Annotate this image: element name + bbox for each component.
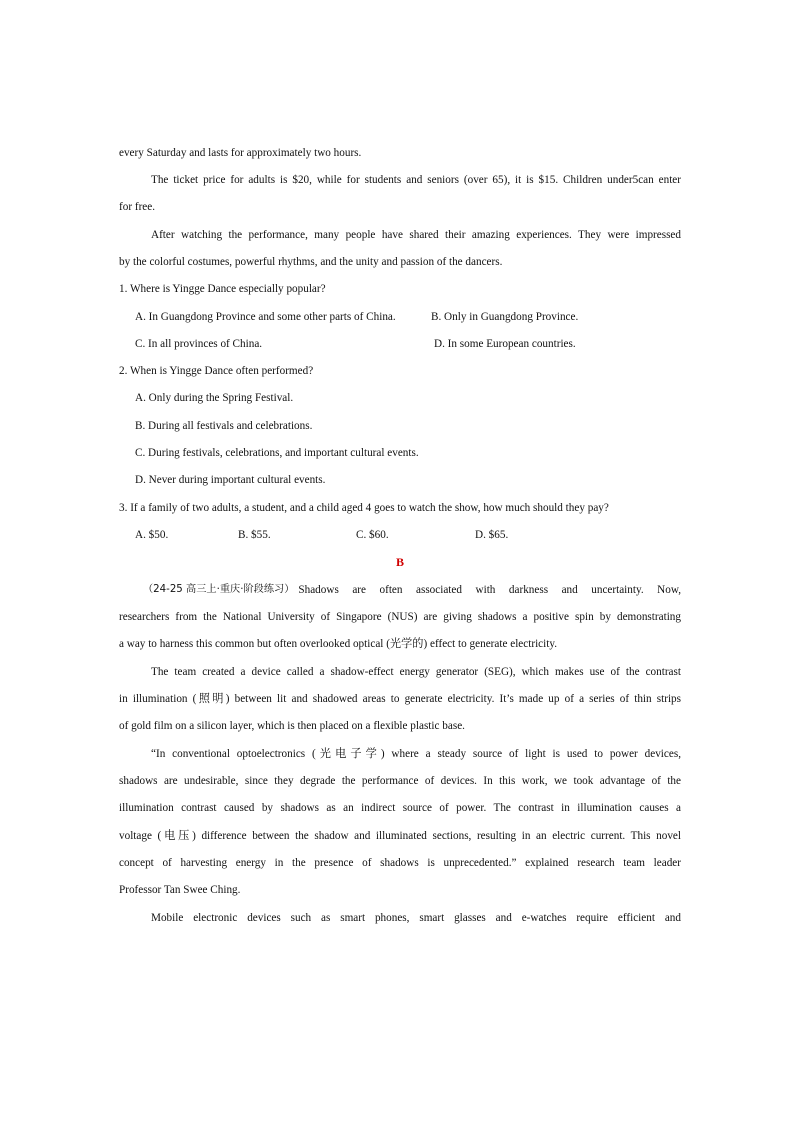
paragraph-line: Mobile electronic devices such as smart phones, smart glasses and e-watches require efficient and (151, 912, 681, 924)
paragraph-line (143, 583, 681, 597)
paragraph-line: concept of harvesting energy in the presence of shadows is unprecedented.” explained research team leader (119, 857, 681, 869)
paragraph-line: shadows are undesirable, since they degrade the performance of devices. In this work, we took advantage of the (119, 775, 681, 787)
paragraph-line: “In conventional optoelectronics (光电子学) where a steady source of light is used to power devices, (151, 748, 681, 760)
answer-option: D. $65. (475, 529, 509, 541)
answer-option: A. In Guangdong Province and some other parts of China. (135, 311, 396, 323)
source-tag: （24-25 高三上·重庆·阶段练习） (143, 584, 295, 595)
answer-option: C. During festivals, celebrations, and important cultural events. (135, 447, 419, 459)
paragraph-line: illumination contrast caused by shadows as an indirect source of power. The contrast in illumination causes a (119, 802, 681, 814)
answer-option: C. In all provinces of China. (135, 338, 263, 350)
section-label: B (395, 555, 404, 569)
paragraph-line: of gold film on a silicon layer, which is then placed on a flexible plastic base. (119, 720, 465, 732)
answer-option: A. $50. (135, 529, 169, 541)
question-stem: 1. Where is Yingge Dance especially popular? (119, 283, 326, 295)
paragraph-line: The ticket price for adults is $20, while for students and seniors (over 65), it is $15. Children under5can enter (151, 174, 681, 186)
paragraph-line: voltage (电压) difference between the shadow and illuminated sections, resulting in an electric current. This novel (119, 830, 681, 842)
answer-option: B. During all festivals and celebrations. (135, 420, 313, 432)
paragraph-line: The team created a device called a shadow-effect energy generator (SEG), which makes use of the contrast (151, 666, 681, 678)
answer-option: C. $60. (356, 529, 389, 541)
paragraph-line: a way to harness this common but often overlooked optical (光学的) effect to generate electricity. (119, 638, 558, 650)
question-stem: 3. If a family of two adults, a student, and a child aged 4 goes to watch the show, how much should they pay? (119, 502, 609, 514)
answer-option: A. Only during the Spring Festival. (135, 392, 294, 404)
paragraph-line: researchers from the National University of Singapore (NUS) are giving shadows a positive spin by demonstrating (119, 611, 681, 623)
answer-option: D. Never during important cultural events. (135, 474, 326, 486)
paragraph-line: every Saturday and lasts for approximately two hours. (119, 147, 362, 159)
paragraph-line: by the colorful costumes, powerful rhythms, and the unity and passion of the dancers. (119, 256, 503, 268)
answer-option: B. $55. (238, 529, 271, 541)
paragraph-text: Shadows are often associated with darkness and uncertainty. Now, (298, 584, 681, 596)
paragraph-line: in illumination (照明) between lit and shadowed areas to generate electricity. It’s made up of a series of thin strips (119, 693, 681, 705)
answer-option: D. In some European countries. (434, 338, 576, 350)
question-stem: 2. When is Yingge Dance often performed? (119, 365, 314, 377)
paragraph-line: After watching the performance, many people have shared their amazing experiences. They were impressed (151, 229, 681, 241)
paragraph-line: for free. (119, 201, 156, 213)
answer-option: B. Only in Guangdong Province. (431, 311, 579, 323)
paragraph-line: Professor Tan Swee Ching. (119, 884, 241, 896)
